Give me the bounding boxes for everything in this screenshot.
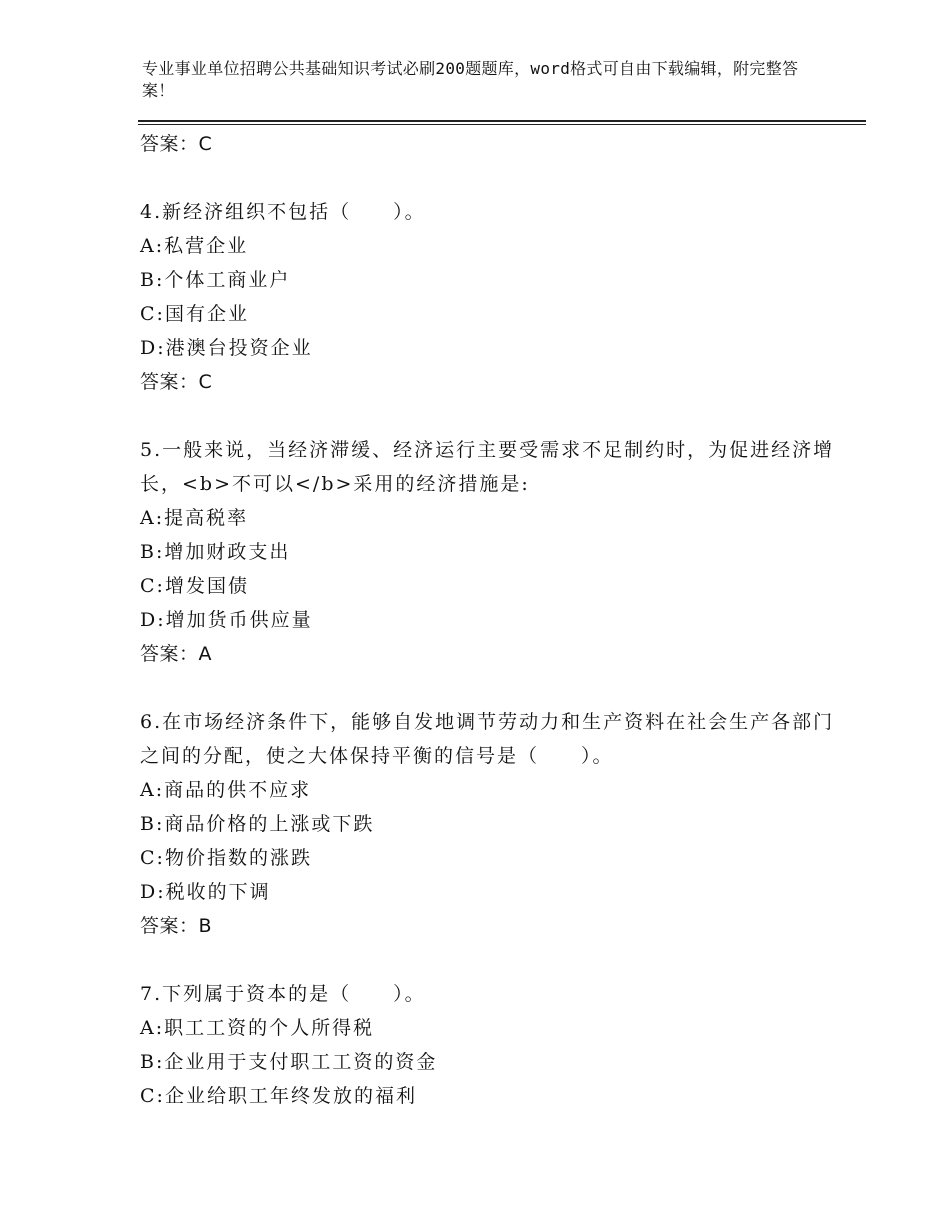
option-b: B:企业用于支付职工工资的资金 — [140, 1051, 438, 1073]
option-a: A:提高税率 — [140, 507, 249, 529]
question-stem: 6.在市场经济条件下，能够自发地调节劳动力和生产资料在社会生产各部门之间的分配，使之大体保持平衡的信号是（ ）。 — [140, 711, 835, 767]
option-d: D:港澳台投资企业 — [140, 337, 313, 359]
option-d: D:税收的下调 — [140, 881, 271, 903]
question-block — [140, 433, 840, 671]
option-c: C:国有企业 — [140, 303, 249, 325]
option-b: B:商品价格的上涨或下跌 — [140, 813, 375, 835]
option-b: B:个体工商业户 — [140, 269, 291, 291]
question-block — [140, 195, 840, 399]
option-c: C:企业给职工年终发放的福利 — [140, 1085, 417, 1107]
answer-line: 答案：C — [140, 371, 213, 393]
question-stem: 7.下列属于资本的是（ ）。 — [140, 983, 426, 1005]
option-b: B:增加财政支出 — [140, 541, 291, 563]
answer-line: 答案：C — [140, 133, 213, 155]
question-block — [140, 977, 840, 1113]
option-a: A:商品的供不应求 — [140, 779, 312, 801]
answer-line: 答案：B — [140, 915, 213, 937]
option-c: C:物价指数的涨跌 — [140, 847, 312, 869]
answer-line: 答案：A — [140, 643, 212, 665]
option-a: A:职工工资的个人所得税 — [140, 1017, 375, 1039]
question-stem: 5.一般来说，当经济滞缓、经济运行主要受需求不足制约时，为促进经济增长，<b>不可以</b>采用的经济措施是: — [140, 439, 835, 495]
header-divider-thin — [138, 124, 866, 125]
option-a: A:私营企业 — [140, 235, 249, 257]
option-c: C:增发国债 — [140, 575, 249, 597]
question-stem: 4.新经济组织不包括（ ）。 — [140, 201, 426, 223]
question-block — [140, 705, 840, 943]
header-divider — [138, 120, 866, 122]
question-list — [140, 127, 840, 1113]
document-header: 专业事业单位招聘公共基础知识考试必刷200题题库，word格式可自由下载编辑，附完整答案！ — [142, 59, 799, 100]
option-d: D:增加货币供应量 — [140, 609, 313, 631]
